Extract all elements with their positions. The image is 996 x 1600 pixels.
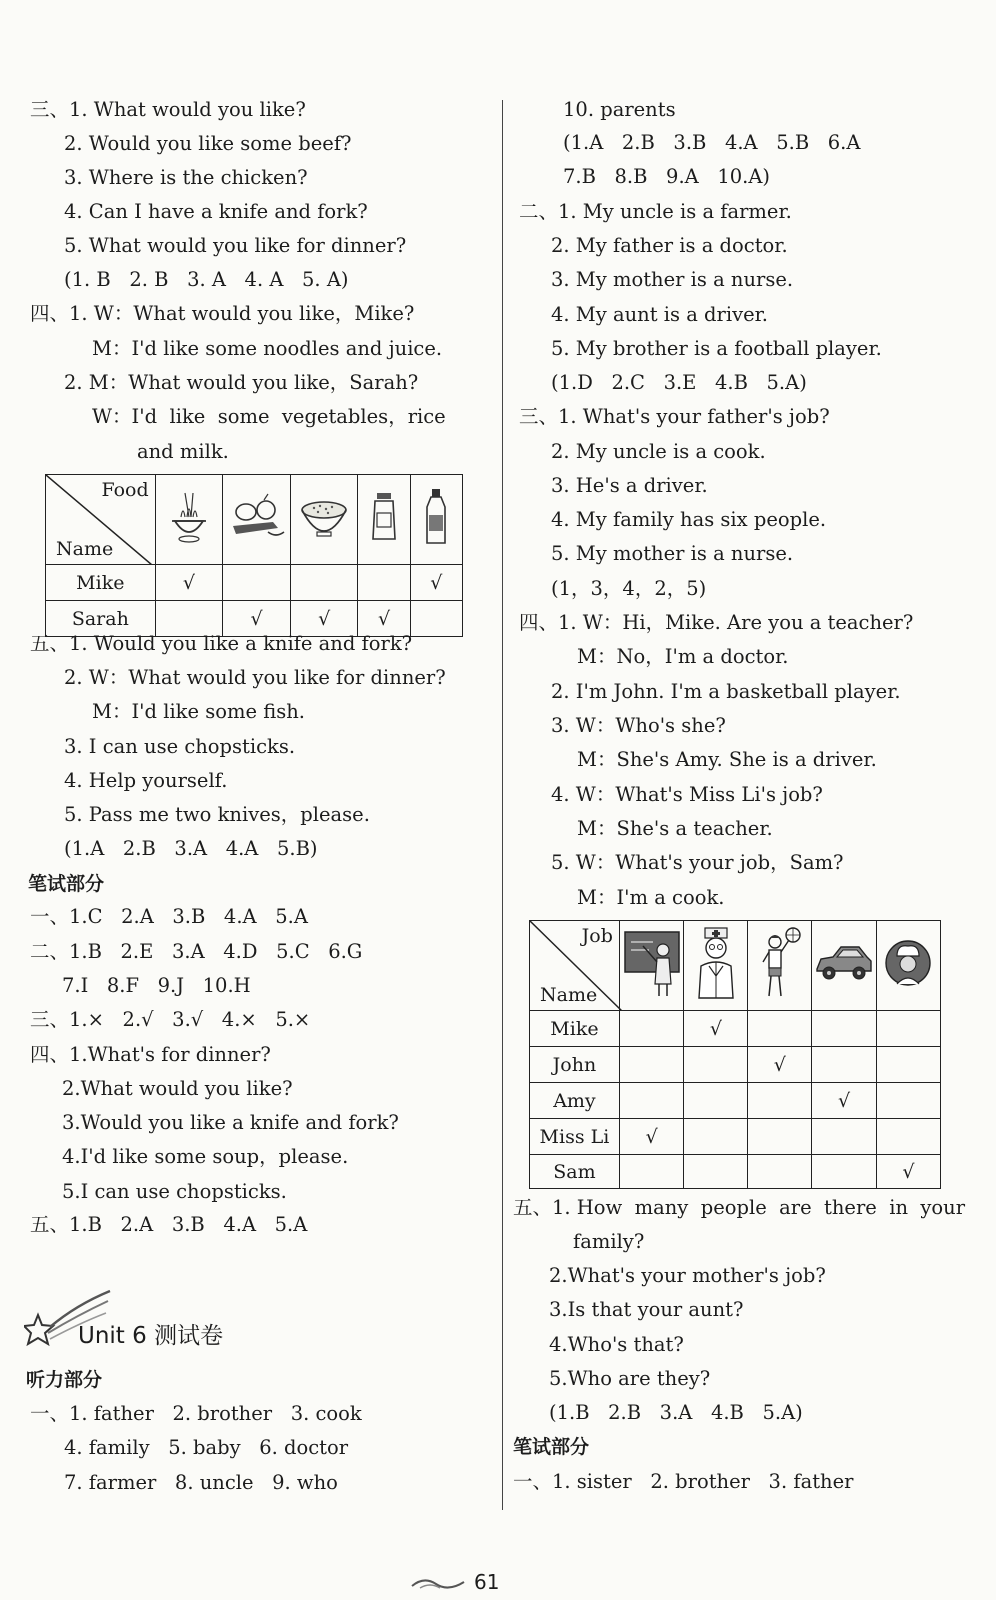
answer-line: 5. W：What's your job，Sam? <box>551 851 844 874</box>
teacher-picture <box>619 921 684 1011</box>
name-cell: Mike <box>46 565 156 601</box>
section-heading: 笔试部分 <box>28 873 105 895</box>
answer-key: (1.B 2.B 3.A 4.B 5.A) <box>549 1401 803 1424</box>
doctor-picture <box>684 921 748 1011</box>
answer-line: M：I'd like some fish. <box>92 700 305 723</box>
answer-line: 4. W：What's Miss Li's job? <box>551 783 823 806</box>
juice-picture <box>410 475 462 565</box>
corner-label-name: Name <box>56 538 114 560</box>
answer-line: 四、1. W：What would you like，Mike? <box>30 302 415 325</box>
answer-line: family? <box>573 1230 645 1253</box>
basketball-player-picture <box>748 921 812 1011</box>
name-cell: Amy <box>530 1083 620 1119</box>
basketball-player-icon <box>757 926 803 1000</box>
check-cell <box>619 1011 684 1047</box>
name-cell: Miss Li <box>530 1119 620 1155</box>
answer-line: 10. parents <box>563 98 676 121</box>
vegetables-icon <box>228 492 286 542</box>
check-cell: √ <box>876 1155 940 1189</box>
check-cell <box>876 1119 940 1155</box>
answer-line: 一、1. father 2. brother 3. cook <box>30 1402 362 1425</box>
answer-line: 3.Is that your aunt? <box>549 1298 744 1321</box>
answer-line: 三、1. What would you like? <box>30 98 306 121</box>
answer-line: 7.I 8.F 9.J 10.H <box>62 974 251 997</box>
answer-key: 7.B 8.B 9.A 10.A) <box>563 165 771 188</box>
answer-line: W：I'd like some vegetables，rice <box>92 405 446 428</box>
answer-key: (1，3，4，2，5) <box>551 577 707 600</box>
column-divider <box>502 100 503 1510</box>
section-heading: 笔试部分 <box>513 1436 590 1458</box>
check-cell <box>223 565 291 601</box>
check-cell <box>748 1119 812 1155</box>
name-cell: Sarah <box>46 601 156 637</box>
doctor-icon <box>691 926 741 1000</box>
name-cell: John <box>530 1047 620 1083</box>
check-cell <box>619 1083 684 1119</box>
check-cell: √ <box>684 1011 748 1047</box>
answer-line: 5. My mother is a nurse. <box>551 542 794 565</box>
answer-line: 三、1.× 2.√ 3.√ 4.× 5.× <box>30 1008 311 1031</box>
milk-bottle-icon <box>369 491 399 543</box>
answer-line: 四、1.What's for dinner? <box>30 1043 271 1066</box>
name-cell: Mike <box>530 1011 620 1047</box>
answer-line: 二、1.B 2.E 3.A 4.D 5.C 6.G <box>30 940 363 963</box>
answer-line: 2. M：What would you like，Sarah? <box>64 371 419 394</box>
answer-line: 4. Can I have a knife and fork? <box>64 200 368 223</box>
milk-picture <box>358 475 410 565</box>
answer-line: 2. Would you like some beef? <box>64 132 352 155</box>
juice-bottle-icon <box>423 487 449 547</box>
check-cell: √ <box>812 1083 877 1119</box>
table-corner <box>46 475 156 565</box>
unit-title: Unit 6 测试卷 <box>78 1323 224 1349</box>
noodles-picture <box>155 475 223 565</box>
page-number: 61 <box>474 1570 500 1594</box>
answer-line: 4.I'd like some soup，please. <box>62 1145 349 1168</box>
cook-picture <box>876 921 940 1011</box>
answer-line: 一、1. sister 2. brother 3. father <box>513 1470 854 1493</box>
answer-line: 2. I'm John. I'm a basketball player. <box>551 680 901 703</box>
answer-key: (1.D 2.C 3.E 4.B 5.A) <box>551 371 807 394</box>
answer-line: M：No，I'm a doctor. <box>577 645 789 668</box>
answer-line: 2. My uncle is a cook. <box>551 440 766 463</box>
answer-line: 3.Would you like a knife and fork? <box>62 1111 399 1134</box>
answer-line: and milk. <box>137 440 229 463</box>
vegetables-picture <box>223 475 291 565</box>
corner-label-food: Food <box>101 479 149 501</box>
answer-line: 2. W：What would you like for dinner? <box>64 666 446 689</box>
answer-line: 五、1. How many people are there in your <box>513 1196 966 1219</box>
answer-line: 一、1.C 2.A 3.B 4.A 5.A <box>30 905 308 928</box>
answer-line: M：She's Amy. She is a driver. <box>577 748 877 771</box>
answer-line: 3. Where is the chicken? <box>64 166 308 189</box>
answer-line: 2.What's your mother's job? <box>549 1264 826 1287</box>
check-cell <box>684 1119 748 1155</box>
check-cell <box>684 1047 748 1083</box>
check-cell <box>812 1011 877 1047</box>
check-cell: √ <box>155 565 223 601</box>
car-icon <box>813 943 875 983</box>
car-picture <box>812 921 877 1011</box>
check-cell: √ <box>358 601 410 637</box>
check-cell <box>684 1155 748 1189</box>
answer-line: 2. My father is a doctor. <box>551 234 788 257</box>
answer-line: 5. Pass me two knives，please. <box>64 803 370 826</box>
check-cell <box>876 1083 940 1119</box>
answer-key: (1.A 2.B 3.A 4.A 5.B) <box>64 837 318 860</box>
answer-line: 5. What would you like for dinner? <box>64 234 407 257</box>
answer-line: M：I'm a cook. <box>577 886 725 909</box>
answer-key: (1. B 2. B 3. A 4. A 5. A) <box>64 268 349 291</box>
check-cell <box>619 1047 684 1083</box>
check-cell <box>684 1083 748 1119</box>
food-table <box>45 474 463 637</box>
check-cell: √ <box>748 1047 812 1083</box>
corner-label-name: Name <box>540 984 598 1006</box>
answer-line: 3. My mother is a nurse. <box>551 268 794 291</box>
check-cell <box>748 1083 812 1119</box>
answer-line: 5. My brother is a football player. <box>551 337 882 360</box>
check-cell <box>876 1011 940 1047</box>
answer-line: 3. I can use chopsticks. <box>64 735 296 758</box>
check-cell <box>812 1047 877 1083</box>
answer-line: M：She's a teacher. <box>577 817 773 840</box>
teacher-icon <box>623 928 681 998</box>
table-corner <box>530 921 620 1011</box>
answer-line: 二、1. My uncle is a farmer. <box>519 200 792 223</box>
answer-line: 3. He's a driver. <box>551 474 708 497</box>
check-cell <box>619 1155 684 1189</box>
answer-line: 3. W：Who's she? <box>551 714 726 737</box>
answer-line: 4.Who's that? <box>549 1333 684 1356</box>
check-cell <box>410 601 462 637</box>
rice-bowl-icon <box>298 494 350 540</box>
answer-line: 5.Who are they? <box>549 1367 711 1390</box>
answer-line: 4. My family has six people. <box>551 508 827 531</box>
check-cell: √ <box>223 601 291 637</box>
check-cell <box>748 1011 812 1047</box>
answer-line: 2.What would you like? <box>62 1077 293 1100</box>
answer-line: 四、1. W：Hi，Mike. Are you a teacher? <box>519 611 914 634</box>
cook-icon <box>883 938 933 988</box>
answer-line: 4. Help yourself. <box>64 769 228 792</box>
check-cell: √ <box>619 1119 684 1155</box>
check-cell <box>876 1047 940 1083</box>
noodles-icon <box>169 487 209 547</box>
answer-line: 4. family 5. baby 6. doctor <box>64 1436 349 1459</box>
check-cell: √ <box>290 601 358 637</box>
check-cell <box>812 1155 877 1189</box>
job-table <box>529 920 941 1189</box>
rice-picture <box>290 475 358 565</box>
check-cell <box>358 565 410 601</box>
page-ornament-icon <box>410 1574 466 1594</box>
answer-line: 7. farmer 8. uncle 9. who <box>64 1471 338 1494</box>
answer-line: M：I'd like some noodles and juice. <box>92 337 443 360</box>
corner-label-job: Job <box>581 925 613 947</box>
answer-key: (1.A 2.B 3.B 4.A 5.B 6.A <box>563 131 861 154</box>
check-cell: √ <box>410 565 462 601</box>
name-cell: Sam <box>530 1155 620 1189</box>
answer-line: 5.I can use chopsticks. <box>62 1180 287 1203</box>
answer-line: 三、1. What's your father's job? <box>519 405 830 428</box>
answer-line: 五、1. Would you like a knife and fork? <box>30 632 413 655</box>
answer-line: 4. My aunt is a driver. <box>551 303 769 326</box>
check-cell <box>812 1119 877 1155</box>
section-heading: 听力部分 <box>26 1369 103 1391</box>
check-cell <box>290 565 358 601</box>
answer-line: 五、1.B 2.A 3.B 4.A 5.A <box>30 1213 308 1236</box>
check-cell <box>748 1155 812 1189</box>
